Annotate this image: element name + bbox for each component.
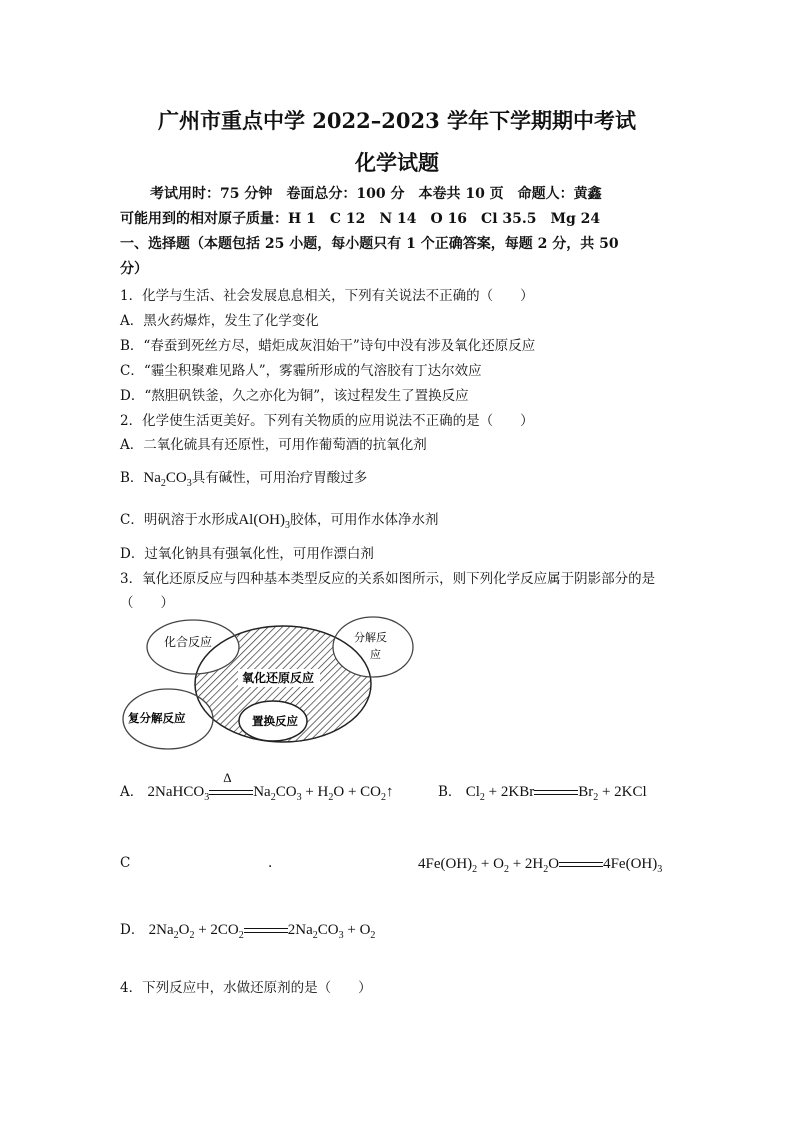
question-3-option-b bbox=[438, 780, 647, 803]
question-2-option-b bbox=[120, 466, 367, 489]
option-c-text: 胶体，可用作水体净水剂 bbox=[290, 512, 439, 528]
option-b-label: B． bbox=[438, 784, 462, 800]
question-1-option-d: D．“熬胆矾铁釜，久之亦化为铜”，该过程发生了置换反应 bbox=[120, 388, 469, 404]
question-3-option-d bbox=[120, 918, 375, 941]
equation-a: 2NaHCO$_3$ Δ $Na_2CO_3 + H_2O$ + $CO_2↑$ bbox=[147, 769, 394, 803]
question-3-stem-cont: （ ） bbox=[120, 595, 174, 611]
question-1-option-c: C．“霾尘积聚难见路人”，雾霾所形成的气溶胶有丁达尔效应 bbox=[120, 363, 482, 379]
label-decomposition: 分解反 bbox=[354, 631, 387, 644]
option-b-text: 具有碱性，可用治疗胃酸过多 bbox=[191, 470, 368, 486]
label-displacement: 置换反应 bbox=[252, 714, 298, 728]
question-2-option-c bbox=[120, 508, 439, 531]
question-3-stem: 3．氧化还原反应与四种基本类型反应的关系如图所示，则下列化学反应属于阴影部分的是 bbox=[120, 571, 656, 587]
equals-sign bbox=[534, 788, 578, 798]
question-3-option-c bbox=[418, 853, 662, 875]
label-redox: 氧化还原反应 bbox=[242, 671, 315, 685]
question-3-option-a bbox=[120, 769, 394, 803]
equation-c: $4Fe(OH)_2 + O_2 + 2H_2O$ $4Fe(OH)_3$ bbox=[418, 856, 663, 875]
equals-sign bbox=[559, 860, 603, 870]
formula-na2co3: $Na_2CO_3$ bbox=[143, 470, 192, 489]
label-combination: 化合反应 bbox=[164, 635, 213, 649]
option-c-label: C．明矾溶于水形成 bbox=[120, 512, 239, 528]
equals-sign bbox=[244, 926, 288, 936]
question-4-stem: 4．下列反应中，水做还原剂的是（ ） bbox=[120, 980, 372, 996]
delta-symbol: Δ bbox=[223, 769, 232, 785]
question-1-option-a: A．黑火药爆炸，发生了化学变化 bbox=[120, 313, 319, 329]
reaction-venn-diagram bbox=[118, 614, 418, 754]
equation-b: $Cl_2 + 2KBr$ $Br_2 + 2KCl$ bbox=[465, 784, 647, 803]
label-decomposition-cont: 应 bbox=[370, 648, 381, 661]
exam-info: 考试用时：75 分钟 卷面总分：100 分 本卷共 10 页 命题人：黄鑫 bbox=[150, 186, 602, 202]
question-3-option-c-dot: . bbox=[268, 855, 273, 871]
heat-equals-sign bbox=[209, 769, 253, 798]
section-heading-cont: 分） bbox=[120, 261, 148, 277]
option-a-label: A． bbox=[120, 784, 144, 800]
question-1-option-b: B．“春蚕到死丝方尽，蜡炬成灰泪始干”诗句中没有涉及氧化还原反应 bbox=[120, 338, 536, 354]
question-2-option-d: D．过氧化钠具有强氧化性，可用作漂白剂 bbox=[120, 546, 374, 562]
question-2-stem: 2．化学使生活更美好。下列有关物质的应用说法不正确的是（ ） bbox=[120, 413, 534, 429]
question-3-option-c-label: C bbox=[120, 855, 131, 871]
exam-subject: 化学试题 bbox=[355, 150, 439, 175]
exam-title: 广州市重点中学 2022–2023 学年下学期期中考试 bbox=[157, 108, 636, 133]
question-2-option-a: A．二氧化硫具有还原性，可用作葡萄酒的抗氧化剂 bbox=[120, 437, 427, 453]
formula-aloh3: $Al(OH)_3$ bbox=[238, 512, 290, 531]
option-d-label: D． bbox=[120, 922, 145, 938]
equation-d: $2Na_2O_2 + 2CO_2$ $2Na_2CO_3 + O_2$ bbox=[148, 922, 376, 941]
section-heading: 一、选择题（本题包括 25 小题，每小题只有 1 个正确答案，每题 2 分，共 50 bbox=[120, 236, 619, 252]
label-double-decomposition: 复分解反应 bbox=[128, 711, 186, 725]
question-1-stem: 1．化学与生活、社会发展息息相关，下列有关说法不正确的（ ） bbox=[120, 288, 534, 304]
option-b-label: B． bbox=[120, 470, 144, 486]
atomic-masses: 可能用到的相对原子质量：H 1 C 12 N 14 O 16 Cl 35.5 Mg 24 bbox=[120, 211, 601, 227]
